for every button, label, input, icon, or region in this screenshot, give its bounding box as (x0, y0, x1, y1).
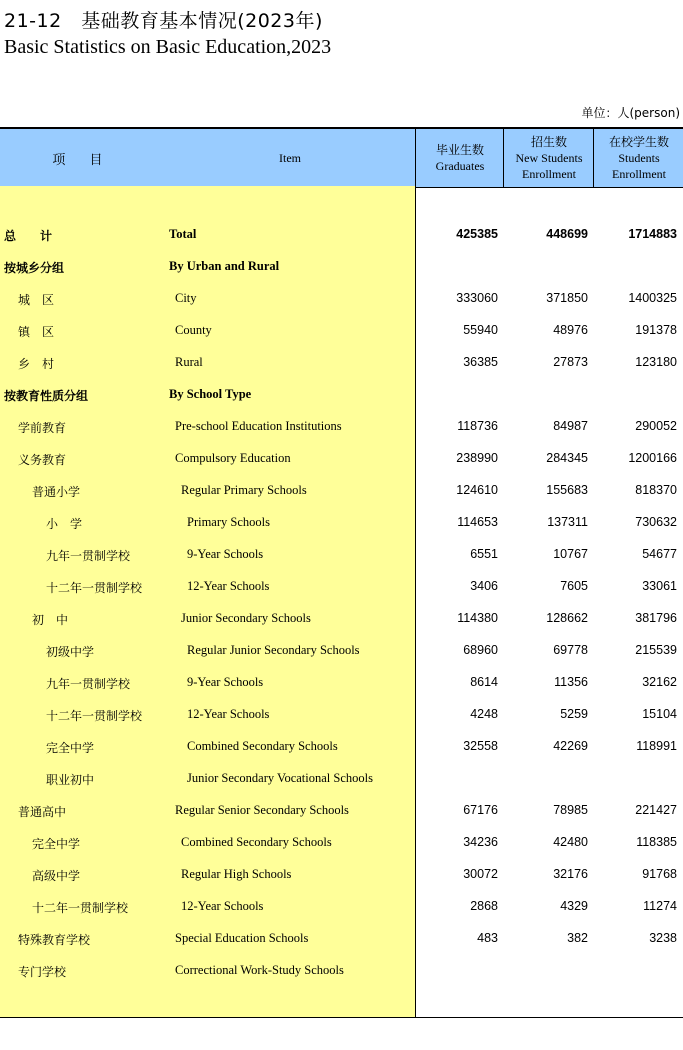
cell-enrollment: 123180 (635, 355, 677, 369)
row-label-en: 12-Year Schools (187, 579, 270, 593)
row-label-en: Regular Senior Secondary Schools (175, 803, 349, 817)
header-students-cn: 在校学生数 (608, 135, 669, 149)
cell-new-students: 7605 (560, 579, 588, 593)
row-label-en: By School Type (169, 387, 252, 401)
row-label-cn: 按教育性质分组 (4, 389, 89, 403)
row-label-cn: 专门学校 (18, 965, 67, 979)
cell-enrollment: 118385 (636, 835, 677, 849)
row-label-en: Junior Secondary Vocational Schools (187, 771, 373, 785)
row-label-en: Regular Junior Secondary Schools (187, 643, 360, 657)
row-label-cn: 职业初中 (46, 773, 95, 787)
cell-graduates: 68960 (463, 643, 498, 657)
row-label-en: Pre-school Education Institutions (175, 419, 342, 433)
unit-label: 单位：人(person) (581, 106, 680, 120)
cell-enrollment: 381796 (635, 611, 677, 625)
cell-new-students: 137311 (547, 515, 588, 529)
cell-new-students: 382 (567, 931, 588, 945)
cell-graduates: 483 (477, 931, 498, 945)
cell-graduates: 333060 (456, 291, 498, 305)
header-graduates (415, 129, 504, 187)
header-new-students (503, 129, 594, 187)
table-row (0, 410, 683, 442)
page-title-en: Basic Statistics on Basic Education,2023 (4, 36, 332, 58)
cell-enrollment: 118991 (636, 739, 677, 753)
cell-graduates: 30072 (463, 867, 498, 881)
row-label-cn: 初 中 (32, 613, 69, 627)
header-new-en1: New Students (515, 151, 583, 165)
cell-graduates: 238990 (456, 451, 498, 465)
row-label-en: City (175, 291, 197, 305)
cell-new-students: 5259 (560, 707, 588, 721)
cell-graduates: 8614 (470, 675, 498, 689)
cell-new-students: 11356 (554, 675, 588, 689)
table-row (0, 698, 683, 730)
row-label-cn: 十二年一贯制学校 (32, 901, 129, 915)
row-label-en: Combined Secondary Schools (181, 835, 332, 849)
table-row (0, 922, 683, 954)
cell-graduates: 425385 (456, 227, 498, 241)
row-label-en: Rural (175, 355, 203, 369)
table-row (0, 474, 683, 506)
row-label-en: County (175, 323, 212, 337)
header-enrollment (593, 129, 683, 187)
cell-enrollment: 11274 (643, 899, 677, 913)
cell-enrollment: 32162 (642, 675, 677, 689)
row-label-en: Compulsory Education (175, 451, 291, 465)
row-label-en: 12-Year Schools (187, 707, 270, 721)
table-row (0, 282, 683, 314)
row-label-cn: 九年一贯制学校 (46, 549, 131, 563)
header-students-en1: Students (618, 151, 660, 165)
table-row (0, 442, 683, 474)
row-label-cn: 特殊教育学校 (18, 933, 91, 947)
cell-new-students: 4329 (560, 899, 588, 913)
row-label-cn: 初级中学 (46, 645, 95, 659)
row-label-cn: 总 计 (4, 229, 53, 243)
row-label-cn: 城 区 (18, 293, 55, 307)
table-row (0, 858, 683, 890)
row-label-en: 12-Year Schools (181, 899, 264, 913)
header-item-cn: 项 目 (52, 152, 113, 168)
cell-new-students: 27873 (553, 355, 588, 369)
row-label-cn: 十二年一贯制学校 (46, 709, 143, 723)
cell-enrollment: 1400325 (628, 291, 677, 305)
header-item-en: Item (279, 150, 301, 165)
cell-enrollment: 290052 (635, 419, 677, 433)
cell-enrollment: 1714883 (628, 227, 677, 241)
cell-enrollment: 3238 (649, 931, 677, 945)
row-label-cn: 十二年一贯制学校 (46, 581, 143, 595)
cell-new-students: 42480 (553, 835, 588, 849)
header-graduates-cn: 毕业生数 (435, 143, 484, 157)
table-row (0, 218, 683, 250)
table-row (0, 506, 683, 538)
row-label-cn: 九年一贯制学校 (46, 677, 131, 691)
row-label-en: By Urban and Rural (169, 259, 280, 273)
cell-new-students: 284345 (546, 451, 588, 465)
table-bottom-border (0, 1017, 683, 1018)
cell-new-students: 155683 (546, 483, 588, 497)
table-row (0, 954, 683, 986)
table-header (0, 127, 683, 188)
cell-graduates: 32558 (463, 739, 498, 753)
cell-new-students: 371850 (546, 291, 588, 305)
row-label-en: Special Education Schools (175, 931, 309, 945)
cell-graduates: 114653 (457, 515, 498, 529)
cell-enrollment: 1200166 (628, 451, 677, 465)
table-row (0, 314, 683, 346)
cell-enrollment: 221427 (635, 803, 677, 817)
cell-graduates: 67176 (463, 803, 498, 817)
table-row (0, 762, 683, 794)
row-label-en: 9-Year Schools (187, 675, 264, 689)
cell-new-students: 448699 (546, 227, 588, 241)
cell-graduates: 4248 (470, 707, 498, 721)
header-students-en2: Enrollment (612, 167, 666, 181)
row-label-cn: 学前教育 (18, 421, 67, 435)
cell-new-students: 78985 (553, 803, 588, 817)
row-label-en: Regular High Schools (181, 867, 292, 881)
row-label-cn: 完全中学 (32, 837, 81, 851)
table-row (0, 346, 683, 378)
cell-graduates: 36385 (463, 355, 498, 369)
page-title-cn: 21-12 基础教育基本情况(2023年) (4, 10, 323, 32)
row-label-en: Junior Secondary Schools (181, 611, 311, 625)
cell-graduates: 3406 (470, 579, 498, 593)
cell-graduates: 124610 (456, 483, 498, 497)
cell-new-students: 48976 (553, 323, 588, 337)
row-label-cn: 乡 村 (18, 357, 55, 371)
row-label-en: Total (169, 227, 197, 241)
header-new-cn: 招生数 (530, 135, 567, 149)
cell-enrollment: 730632 (635, 515, 677, 529)
table-row (0, 378, 683, 410)
row-label-en: Regular Primary Schools (181, 483, 307, 497)
cell-new-students: 42269 (553, 739, 588, 753)
cell-graduates: 6551 (470, 547, 498, 561)
cell-graduates: 55940 (463, 323, 498, 337)
table-row (0, 666, 683, 698)
cell-enrollment: 54677 (642, 547, 677, 561)
row-label-cn: 镇 区 (18, 325, 55, 339)
table-row (0, 826, 683, 858)
row-label-cn: 义务教育 (18, 453, 67, 467)
cell-new-students: 32176 (553, 867, 588, 881)
table-row (0, 730, 683, 762)
cell-enrollment: 191378 (635, 323, 677, 337)
cell-new-students: 84987 (553, 419, 588, 433)
cell-graduates: 34236 (463, 835, 498, 849)
table-row (0, 634, 683, 666)
table-row (0, 602, 683, 634)
header-new-en2: Enrollment (522, 167, 576, 181)
cell-enrollment: 91768 (642, 867, 677, 881)
header-graduates-en: Graduates (435, 159, 485, 173)
cell-graduates: 2868 (470, 899, 498, 913)
row-label-en: 9-Year Schools (187, 547, 264, 561)
table-row (0, 890, 683, 922)
cell-enrollment: 818370 (635, 483, 677, 497)
table-row (0, 570, 683, 602)
row-label-cn: 高级中学 (32, 869, 81, 883)
row-label-cn: 普通高中 (18, 805, 67, 819)
table-row (0, 250, 683, 282)
cell-new-students: 69778 (553, 643, 588, 657)
cell-graduates: 118736 (457, 419, 498, 433)
row-label-en: Correctional Work-Study Schools (175, 963, 344, 977)
cell-enrollment: 33061 (642, 579, 677, 593)
row-label-cn: 普通小学 (32, 485, 81, 499)
table-row (0, 538, 683, 570)
row-label-cn: 按城乡分组 (4, 261, 65, 275)
cell-new-students: 10767 (553, 547, 588, 561)
row-label-en: Combined Secondary Schools (187, 739, 338, 753)
row-label-cn: 完全中学 (46, 741, 95, 755)
cell-graduates: 114380 (457, 611, 498, 625)
table-row (0, 794, 683, 826)
cell-new-students: 128662 (546, 611, 588, 625)
cell-enrollment: 215539 (635, 643, 677, 657)
row-label-en: Primary Schools (187, 515, 270, 529)
row-label-cn: 小 学 (46, 517, 83, 531)
cell-enrollment: 15104 (642, 707, 677, 721)
